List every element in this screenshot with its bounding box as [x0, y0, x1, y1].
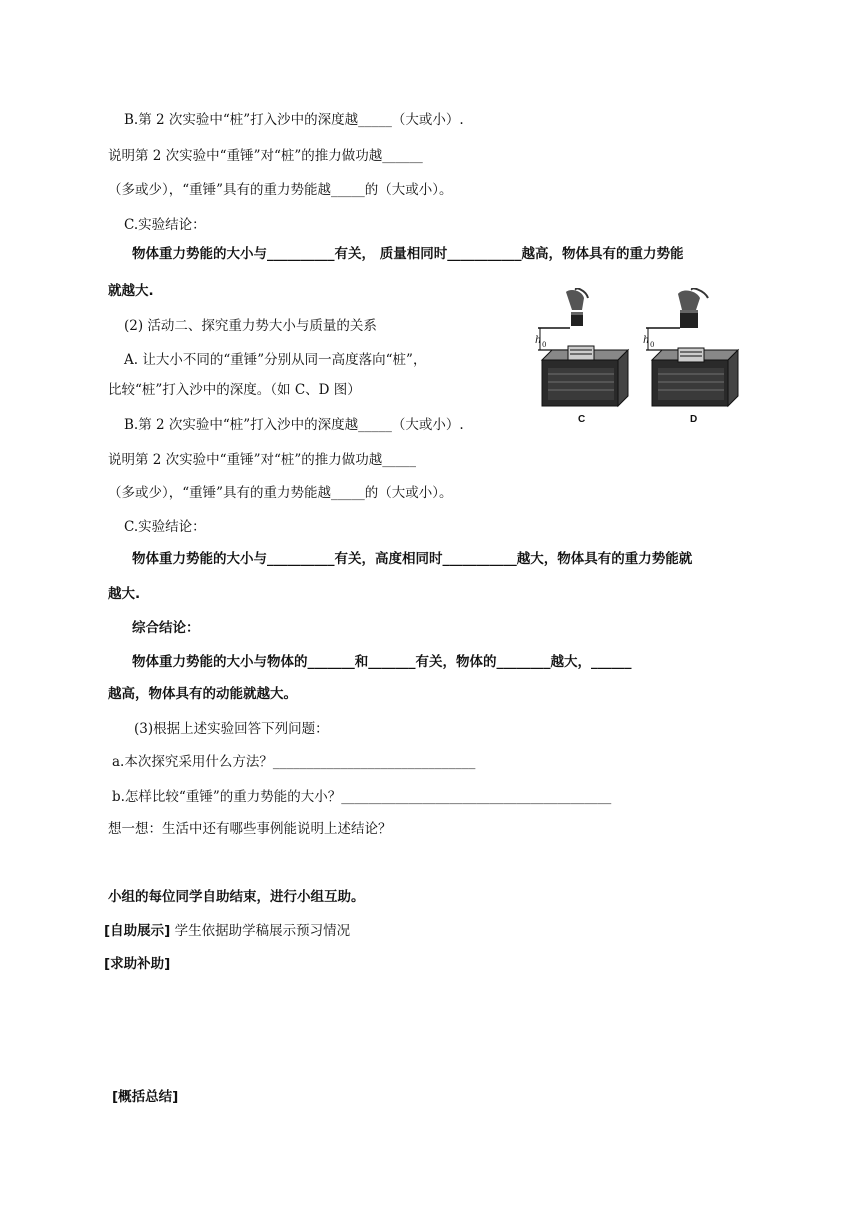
height-label: h: [643, 335, 650, 346]
text-line: B.第 2 次实验中“桩”打入沙中的深度越_____（大或小）.: [124, 417, 464, 433]
help-heading: [求助补助]: [104, 956, 171, 972]
section-heading: (3)根据上述实验回答下列问题：: [134, 721, 329, 737]
text-line: B.第 2 次实验中“桩”打入沙中的深度越_____（大或小）.: [124, 112, 464, 128]
think-prompt: 想一想：生活中还有哪些事例能说明上述结论？: [108, 821, 392, 837]
apparatus-c: [535, 288, 628, 425]
summary-line: 越高，物体具有的动能就越大。: [108, 686, 297, 702]
summary-section-heading: [概括总结]: [112, 1089, 179, 1105]
section-heading: (2) 活动二、探究重力势大小与质量的关系: [124, 318, 377, 334]
height-subscript: 0: [650, 341, 655, 349]
text-line: C.实验结论：: [124, 519, 206, 535]
conclusion-line: 物体重力势能的大小与__________有关，高度相同时___________越大，物体具有的重力势能就: [132, 551, 693, 567]
self-show-heading: [自助展示]: [104, 923, 171, 939]
self-show-line: [104, 921, 350, 941]
text-line: 比较“桩”打入沙中的深度。（如 C、D 图）: [108, 382, 361, 398]
figure-label-d: D: [690, 414, 698, 425]
text-line: 说明第 2 次实验中“重锤”对“桩”的推力做功越______: [108, 148, 423, 164]
summary-line: 物体重力势能的大小与物体的_______和_______有关，物体的________越大，______: [132, 654, 632, 670]
text-line: A. 让大小不同的“重锤”分别从同一高度落向“桩”，: [124, 352, 427, 368]
text-line: C.实验结论：: [124, 217, 206, 233]
conclusion-line: 越大.: [108, 586, 141, 602]
height-subscript: 0: [542, 341, 547, 349]
self-show-text: 学生依据助学稿展示预习情况: [174, 923, 351, 939]
conclusion-line: 就越大.: [108, 283, 154, 299]
figure-label-c: C: [578, 414, 586, 425]
text-line: （多或少），“重锤”具有的重力势能越_____的（大或小）。: [108, 485, 453, 501]
apparatus-d: [643, 288, 738, 425]
question-line: a.本次探究采用什么方法？______________________________: [112, 754, 476, 770]
group-instruction: 小组的每位同学自助结束，进行小组互助。: [108, 889, 365, 905]
conclusion-line: 物体重力势能的大小与__________有关， 质量相同时___________越高，物体具有的重力势能: [132, 246, 684, 262]
text-line: （多或少），“重锤”具有的重力势能越_____的（大或小）。: [108, 182, 453, 198]
text-line: 说明第 2 次实验中“重锤”对“桩”的推力做功越_____: [108, 452, 417, 468]
experiment-figure: [530, 288, 762, 428]
question-line: b.怎样比较“重锤”的重力势能的大小？________________________________________: [112, 789, 612, 805]
height-label: h: [535, 335, 542, 346]
summary-heading: 综合结论：: [132, 620, 200, 636]
